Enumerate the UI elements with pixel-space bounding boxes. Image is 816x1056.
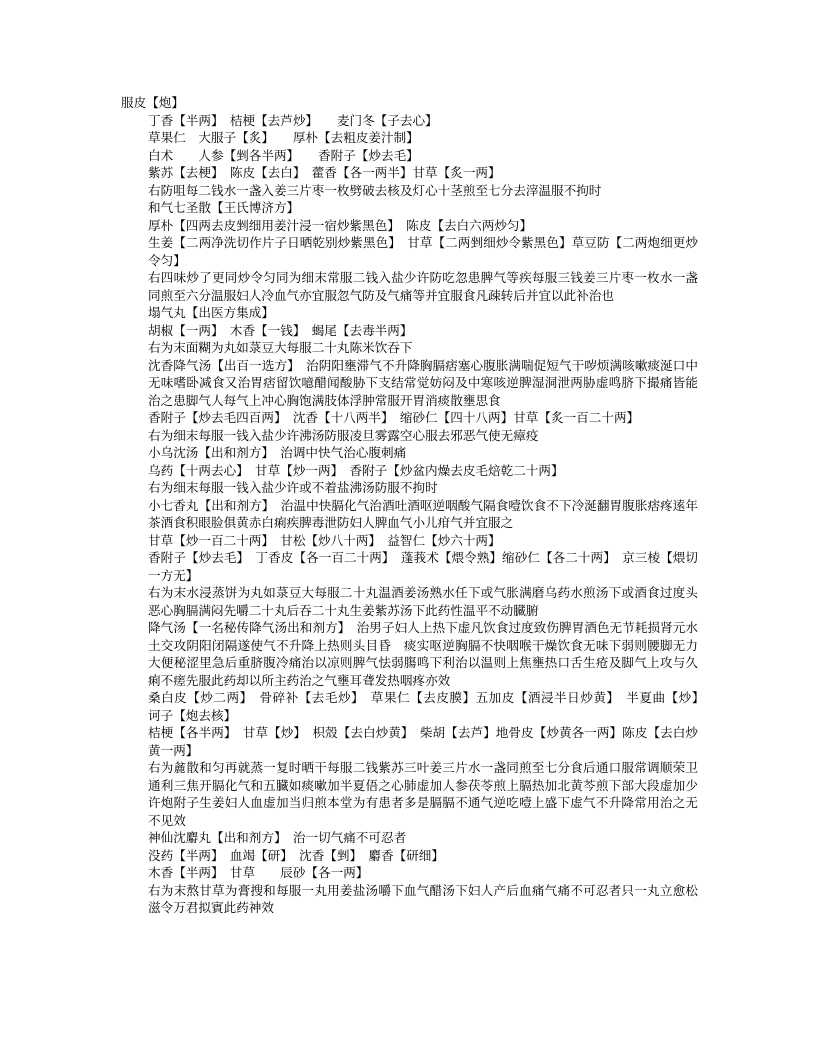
text-line: 香附子【炒去毛】 丁香皮【各一百二十两】 蓬莪术【煨令熟】缩砂仁【各二十两】 京三棱【煨切一方无】 xyxy=(148,550,698,583)
text-line: 小乌沈汤【出和剂方】 治调中快气治心腹刺痛 xyxy=(148,445,407,460)
text-line: 右为细末每服一钱入盐少许沸汤防服凌旦雾露空心服去邪恶气使无瘴疫 xyxy=(148,427,539,443)
text-line: 甘草【炒一百二十两】 甘松【炒八十两】 益智仁【炒六十两】 xyxy=(148,532,501,548)
text-line: 白术 人参【剉各半两】 香附子【炒去毛】 xyxy=(148,147,419,163)
text-line: 右为末面糊为丸如菉豆大每服二十丸陈米饮吞下 xyxy=(148,340,413,355)
text-line: 乌药【十两去心】 甘草【炒一两】 香附子【炒盆内燥去皮毛焙乾二十两】 xyxy=(148,462,564,478)
text-line: 木香【半两】 甘草 辰砂【各一两】 xyxy=(148,865,369,880)
text-line: 和气七圣散【王氏博济方】 xyxy=(148,200,300,215)
text-line: 厚朴【四两去皮剉细用姜汁浸一宿炒紫黑色】 陈皮【去白六两炒匀】 xyxy=(148,217,533,233)
text-line: 桑白皮【炒二两】 骨碎补【去毛炒】 草果仁【去皮膜】五加皮【酒浸半日炒黄】 半夏曲【炒】 诃子【炮去核】 xyxy=(148,690,711,723)
text-line: 桔梗【各半两】 甘草【炒】 枳殼【去白炒黄】 柴胡【去芦】地骨皮【炒黄各一两】陈皮【去白炒黄一两】 xyxy=(148,725,698,758)
text-line: 塌气丸【出医方集成】 xyxy=(148,305,274,320)
document-page xyxy=(121,94,711,917)
text-line: 右为麄散和匀再就蒸一复时晒干每服二钱紫苏三叶姜三片水一盏同煎至七分食后通口服常调顺荣卫通利三焦开膈化气和五臓如痰嗽加半夏俉之心肺虚加人参茯苓煎上膈热加北黄芩煎下部大段虚加少许炮附子生姜妇人血虚加当归煎本堂为有患者多是膈膈不通气逆吃噎上盛下虚气不升降常用治之无不见效 xyxy=(148,760,698,828)
text-line: 右防咀每二钱水一盏入姜三片枣一枚劈破去核及灯心十茎煎至七分去滓温服不拘时 xyxy=(148,182,602,198)
text-line: 草果仁 大服子【炙】 厚朴【去粗皮姜汁制】 xyxy=(148,130,419,145)
text-line: 丁香【半两】 桔梗【去芦炒】 麦门冬【子去心】 xyxy=(148,112,438,128)
text-line: 右为末水浸蒸饼为丸如菉豆大每服二十丸温酒姜汤熟水任下或气胀满磨乌药水煎汤下或酒食过度头 恶心胸膈满闷先嚼二十丸后吞二十丸生姜紫苏汤下此药性温平不动臓腑 xyxy=(148,585,711,618)
text-line: 胡椒【一两】 木香【一钱】 蝎尾【去毒半两】 xyxy=(148,322,413,338)
text-line: 右为末熬甘草为膏搜和每服一丸用姜盐汤嚼下血气醋汤下妇人产后血痛气痛不可忍者只一丸立愈松滋令万君拟賓此药神效 xyxy=(148,882,698,915)
text-line: 降气汤【一名秘传降气汤出和剂方】 治男子妇人上热下虚凡饮食过度致伤脾胃酒色无节耗损肾元水土交攻阴阳闭隔遂使气不升降上热则头目昏 痰实呕逆胸膈不快咽喉干燥饮食无味下弱则腰脚无力大便秘涩里急后重脐腹冷痛治以凉则脾气怯弱膓鸣下利治以温则上焦壅热口舌生疮及脚气上攻与久痢不瘥先服此药却以所主药治之气壅耳聋发热咽疼亦效 xyxy=(148,620,698,688)
text-line: 服皮【炮】 xyxy=(121,95,184,110)
text-line: 右四味炒了更同炒令匀同为细末常服二钱入盐少许防吃忽患脾气等疾每服三钱姜三片枣一枚水一盏同煎至六分温服妇人冷血气亦宜服忽气防及气痛等并宜服食凡疎转后并宜以此补治也 xyxy=(148,270,698,303)
text-line: 生姜【二两净洗切作片子日晒乾别炒紫黑色】 甘草【二两剉细炒令紫黑色】草豆防【二两炮细更炒令匀】 xyxy=(148,235,698,268)
text-line: 沈香降气汤【出百一选方】 治阴阳壅滞气不升降胸膈痞塞心腹胀满喘促短气干哕烦满咳嗽痰涎口中无味嗜卧减食又治胃痞留饮噫醋闻酸胁下支结常觉妨闷及中寒咳逆脾湿洞泄两胁虚鸣脐下撮痛皆能治之患脚气人每气上冲心胸饱满肢体浮肿常服开胃消痰散壅思食 xyxy=(148,357,698,408)
text-line: 神仙沈麝丸【出和剂方】 治一切气痛不可忍者 xyxy=(148,830,407,845)
text-line: 小七香丸【出和剂方】 治温中快膈化气治酒吐酒呕逆咽酸气隔食噎饮食不下冷涎翻胃腹胀痞疼逺年茶酒食积眼脸俱黄赤白痢疾脾毒泄防妇人脾血气小儿疳气并宜服之 xyxy=(148,497,698,530)
text-line: 香附子【炒去毛四百两】 沈香【十八两半】 缩砂仁【四十八两】甘草【炙一百二十两】 xyxy=(148,410,640,425)
text-line: 右为细末每服一钱入盐少许或不着盐沸汤防服不拘时 xyxy=(148,480,438,495)
text-line: 没药【半两】 血竭【研】 沈香【剉】 麝香【研细】 xyxy=(148,847,444,863)
text-line: 紫苏【去梗】 陈皮【去白】 藿香【各一两半】甘草【炙一两】 xyxy=(148,165,501,180)
